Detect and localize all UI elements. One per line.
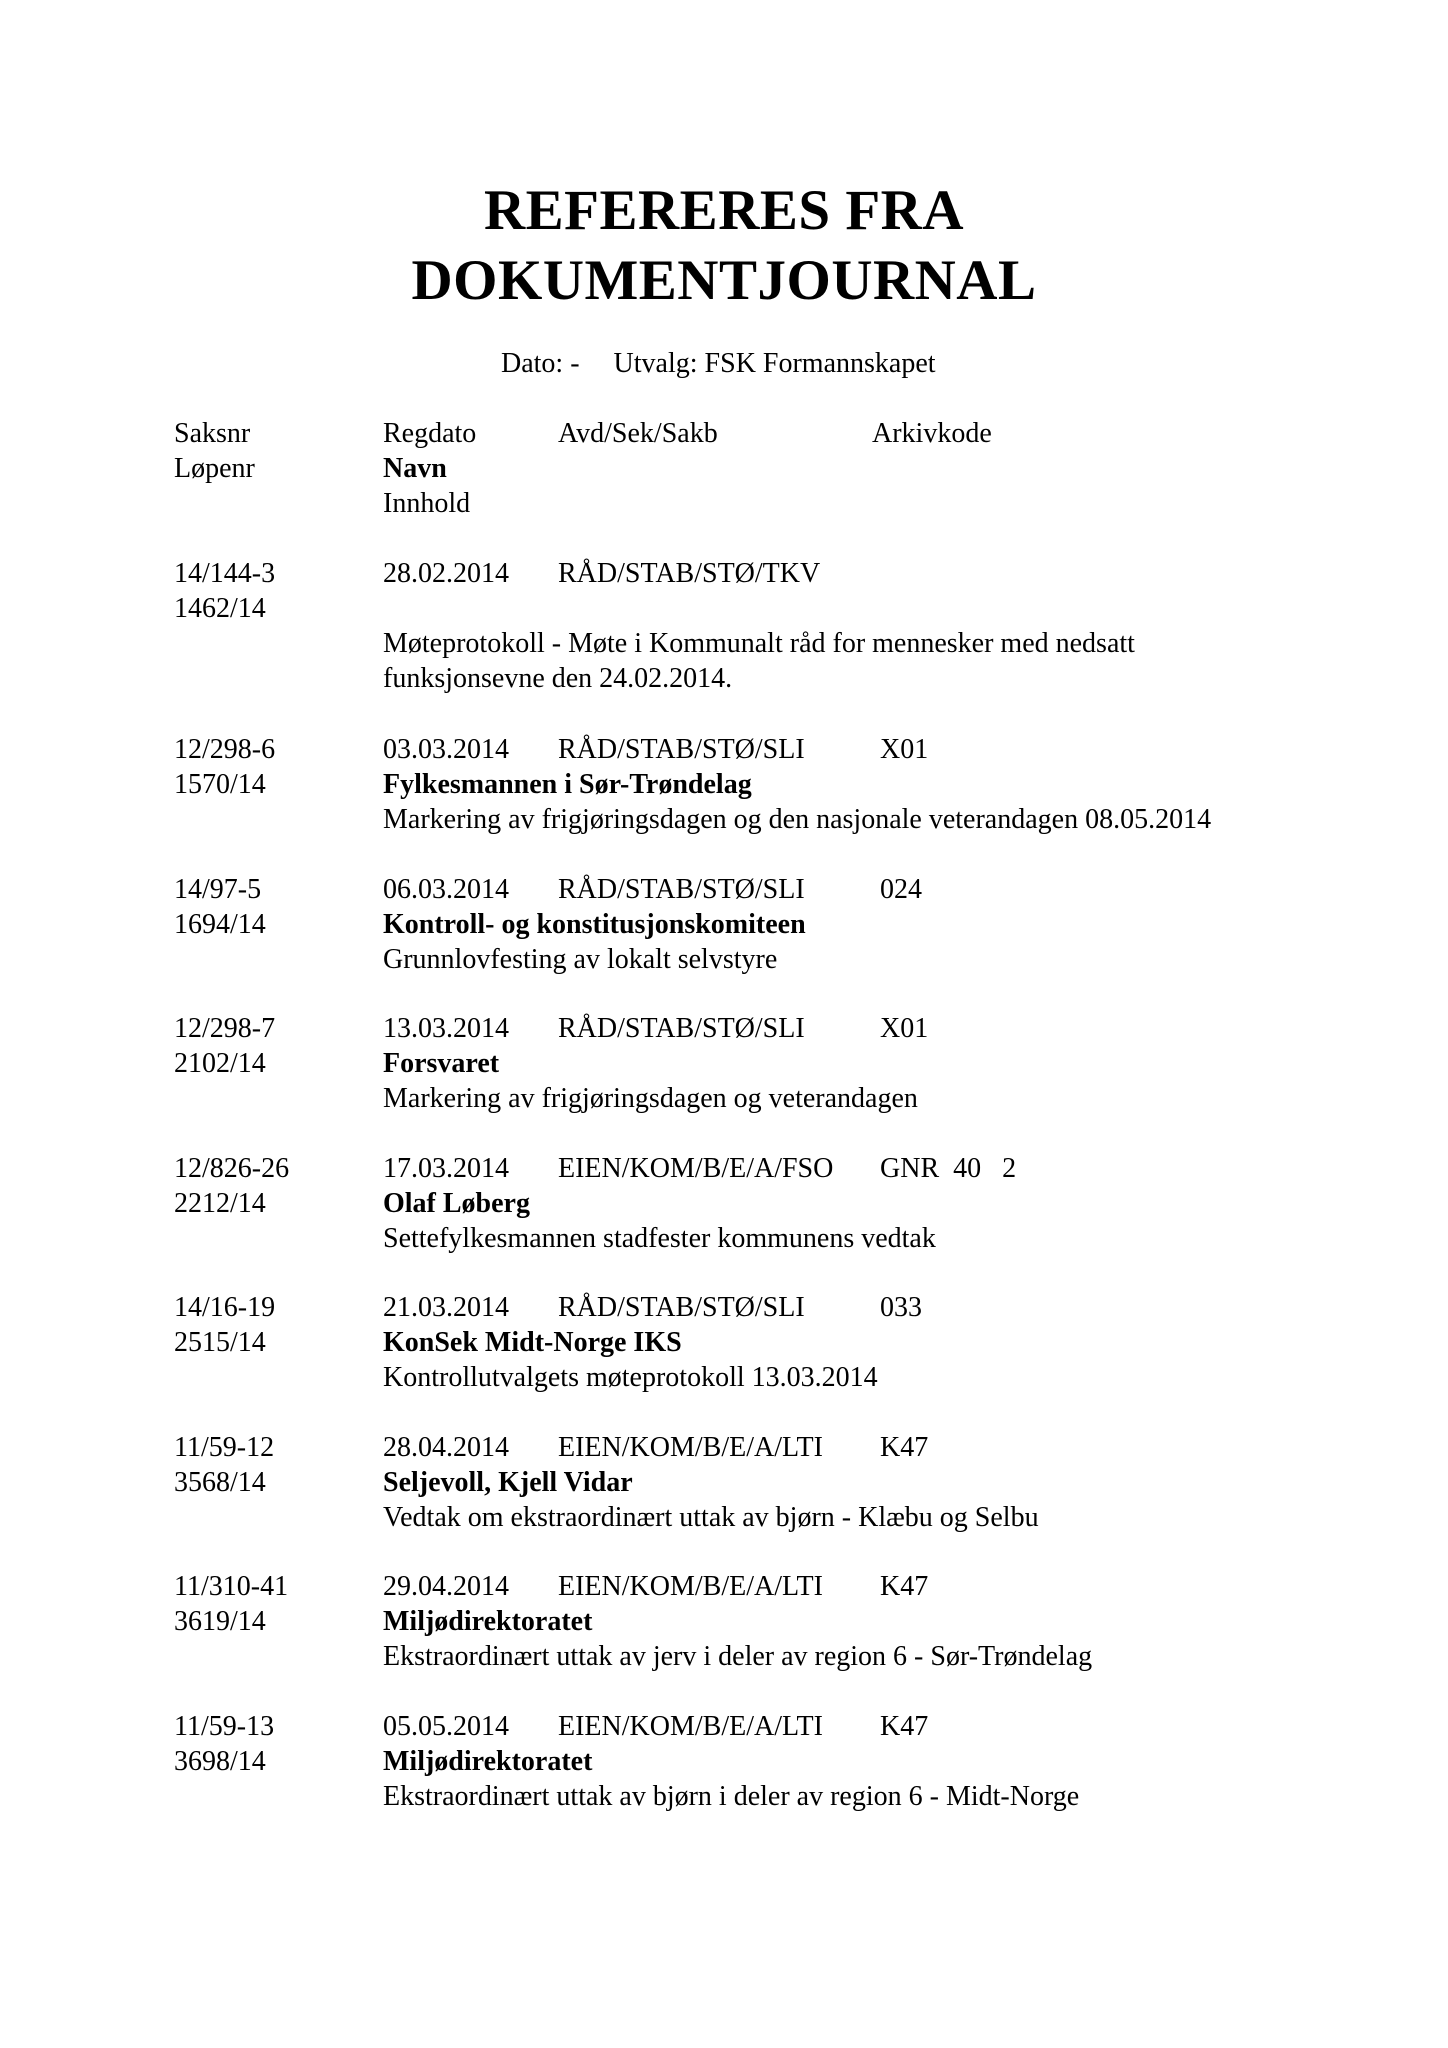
entry-avd: RÅD/STAB/STØ/SLI xyxy=(558,874,805,905)
entry-innhold: Ekstraordinært uttak av jerv i deler av region 6 - Sør-Trøndelag xyxy=(383,1641,1093,1672)
entry-regdato: 29.04.2014 xyxy=(383,1571,509,1602)
entry-avd: EIEN/KOM/B/E/A/LTI xyxy=(558,1432,823,1463)
entry-avd: RÅD/STAB/STØ/SLI xyxy=(558,1292,805,1323)
document-title xyxy=(0,176,1448,316)
entry-arkivkode: GNR 40 2 xyxy=(880,1153,1017,1184)
dato-value: - xyxy=(570,348,580,379)
entry-saksnr: 12/298-6 xyxy=(174,734,276,765)
entry-regdato: 03.03.2014 xyxy=(383,734,509,765)
entry-innhold: Møteprotokoll - Møte i Kommunalt råd for mennesker med nedsatt xyxy=(383,628,1135,659)
entry-innhold: Grunnlovfesting av lokalt selvstyre xyxy=(383,944,778,975)
header-regdato: Regdato xyxy=(383,418,477,449)
entry-arkivkode: 033 xyxy=(880,1292,922,1323)
entry-lopenr: 3568/14 xyxy=(174,1467,266,1498)
entry-innhold: Markering av frigjøringsdagen og den nasjonale veterandagen 08.05.2014 xyxy=(383,804,1212,835)
dato-label: Dato: xyxy=(501,348,564,379)
title-line-1: REFERERES FRA xyxy=(484,179,964,242)
entry-regdato: 05.05.2014 xyxy=(383,1711,509,1742)
entry-innhold: Vedtak om ekstraordinært uttak av bjørn - Klæbu og Selbu xyxy=(383,1502,1039,1533)
entry-arkivkode: 024 xyxy=(880,874,922,905)
entry-navn: Olaf Løberg xyxy=(383,1188,530,1219)
entry-lopenr: 3698/14 xyxy=(174,1746,266,1777)
entry-saksnr: 11/59-13 xyxy=(174,1711,275,1742)
header-saksnr: Saksnr xyxy=(174,418,251,449)
entry-saksnr: 14/144-3 xyxy=(174,558,276,589)
entry-arkivkode: K47 xyxy=(880,1432,929,1463)
entry-lopenr: 3619/14 xyxy=(174,1606,266,1637)
entry-navn: KonSek Midt-Norge IKS xyxy=(383,1327,682,1358)
entry-navn: Seljevoll, Kjell Vidar xyxy=(383,1467,633,1498)
entry-regdato: 28.02.2014 xyxy=(383,558,509,589)
header-avd: Avd/Sek/Sakb xyxy=(558,418,718,449)
entry-regdato: 21.03.2014 xyxy=(383,1292,509,1323)
entry-navn: Miljødirektoratet xyxy=(383,1606,593,1637)
entry-navn: Forsvaret xyxy=(383,1048,500,1079)
entry-lopenr: 2515/14 xyxy=(174,1327,266,1358)
entry-avd: RÅD/STAB/STØ/SLI xyxy=(558,1013,805,1044)
entry-saksnr: 12/826-26 xyxy=(174,1153,290,1184)
entry-regdato: 06.03.2014 xyxy=(383,874,509,905)
utvalg-label: Utvalg: xyxy=(613,348,698,379)
entry-saksnr: 11/59-12 xyxy=(174,1432,275,1463)
entry-arkivkode: K47 xyxy=(880,1711,929,1742)
entry-lopenr: 1570/14 xyxy=(174,769,266,800)
entry-lopenr: 2212/14 xyxy=(174,1188,266,1219)
entry-regdato: 28.04.2014 xyxy=(383,1432,509,1463)
entry-innhold: Markering av frigjøringsdagen og veterandagen xyxy=(383,1083,918,1114)
entry-arkivkode: X01 xyxy=(880,1013,929,1044)
entry-avd: RÅD/STAB/STØ/TKV xyxy=(558,558,821,589)
entry-navn: Miljødirektoratet xyxy=(383,1746,593,1777)
entry-navn: Fylkesmannen i Sør-Trøndelag xyxy=(383,769,752,800)
meta-line xyxy=(501,346,936,382)
entry-avd: EIEN/KOM/B/E/A/FSO xyxy=(558,1153,834,1184)
header-innhold: Innhold xyxy=(383,488,471,519)
entry-avd: RÅD/STAB/STØ/SLI xyxy=(558,734,805,765)
entry-lopenr: 2102/14 xyxy=(174,1048,266,1079)
entry-arkivkode: K47 xyxy=(880,1571,929,1602)
header-arkivkode: Arkivkode xyxy=(872,418,992,449)
title-line-2: DOKUMENTJOURNAL xyxy=(411,249,1037,312)
utvalg-value: FSK Formannskapet xyxy=(704,348,936,379)
entry-arkivkode: X01 xyxy=(880,734,929,765)
entry-innhold: Ekstraordinært uttak av bjørn i deler av region 6 - Midt-Norge xyxy=(383,1781,1080,1812)
header-lopenr: Løpenr xyxy=(174,453,255,484)
entry-avd: EIEN/KOM/B/E/A/LTI xyxy=(558,1711,823,1742)
entry-saksnr: 14/16-19 xyxy=(174,1292,276,1323)
entry-innhold: Settefylkesmannen stadfester kommunens vedtak xyxy=(383,1223,936,1254)
entry-lopenr: 1694/14 xyxy=(174,909,266,940)
entry-innhold: Kontrollutvalgets møteprotokoll 13.03.2014 xyxy=(383,1362,878,1393)
entry-innhold-line-2: funksjonsevne den 24.02.2014. xyxy=(383,663,733,694)
entry-saksnr: 14/97-5 xyxy=(174,874,262,905)
entry-navn: Kontroll- og konstitusjonskomiteen xyxy=(383,909,806,940)
entry-regdato: 17.03.2014 xyxy=(383,1153,509,1184)
header-navn: Navn xyxy=(383,453,447,484)
entry-avd: EIEN/KOM/B/E/A/LTI xyxy=(558,1571,823,1602)
entry-saksnr: 12/298-7 xyxy=(174,1013,276,1044)
entry-saksnr: 11/310-41 xyxy=(174,1571,289,1602)
entry-lopenr: 1462/14 xyxy=(174,593,266,624)
entry-regdato: 13.03.2014 xyxy=(383,1013,509,1044)
